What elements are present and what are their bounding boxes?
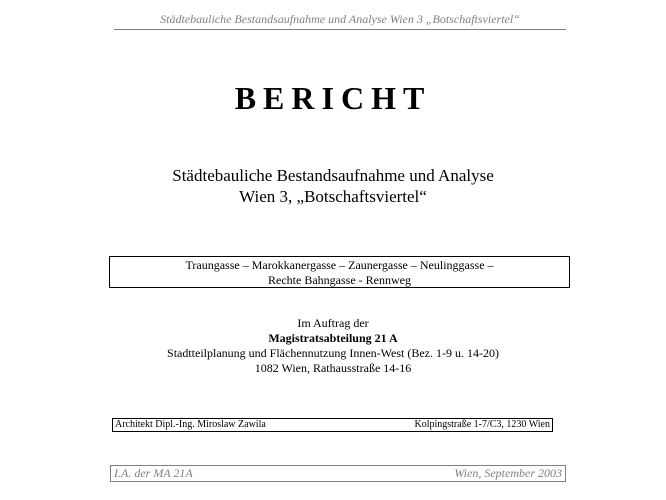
subtitle	[0, 165, 666, 207]
subtitle-line-2: Wien 3, „Botschaftsviertel“	[239, 187, 427, 206]
client-name: Magistratsabteilung 21 A	[268, 331, 398, 345]
streets-line-2: Rechte Bahngasse - Rennweg	[268, 273, 411, 287]
architect-name: Architekt Dipl.-Ing. Miroslaw Zawila	[115, 419, 266, 430]
footer-left: I.A. der MA 21A	[114, 466, 193, 480]
architect-box	[112, 418, 553, 432]
page-title: BERICHT	[234, 80, 432, 116]
footer-date: Wien, September 2003	[454, 466, 562, 480]
running-header: Städtebauliche Bestandsaufnahme und Analyse Wien 3 „Botschaftsviertel“	[114, 12, 566, 30]
streets-line-1: Traungasse – Marokkanergasse – Zaunergasse – Neulinggasse –	[185, 258, 494, 272]
architect-address: Kolpingstraße 1-7/C3, 1230 Wien	[414, 419, 550, 430]
client-department: Stadtteilplanung und Flächennutzung Innen-West (Bez. 1-9 u. 14-20)	[167, 346, 499, 360]
client-intro: Im Auftrag der	[297, 316, 369, 330]
client-address: 1082 Wien, Rathausstraße 14-16	[254, 361, 412, 375]
subtitle-line-1: Städtebauliche Bestandsaufnahme und Analyse	[172, 166, 494, 185]
footer-box	[110, 465, 566, 482]
streets-box	[109, 256, 570, 288]
client-block	[0, 316, 666, 376]
